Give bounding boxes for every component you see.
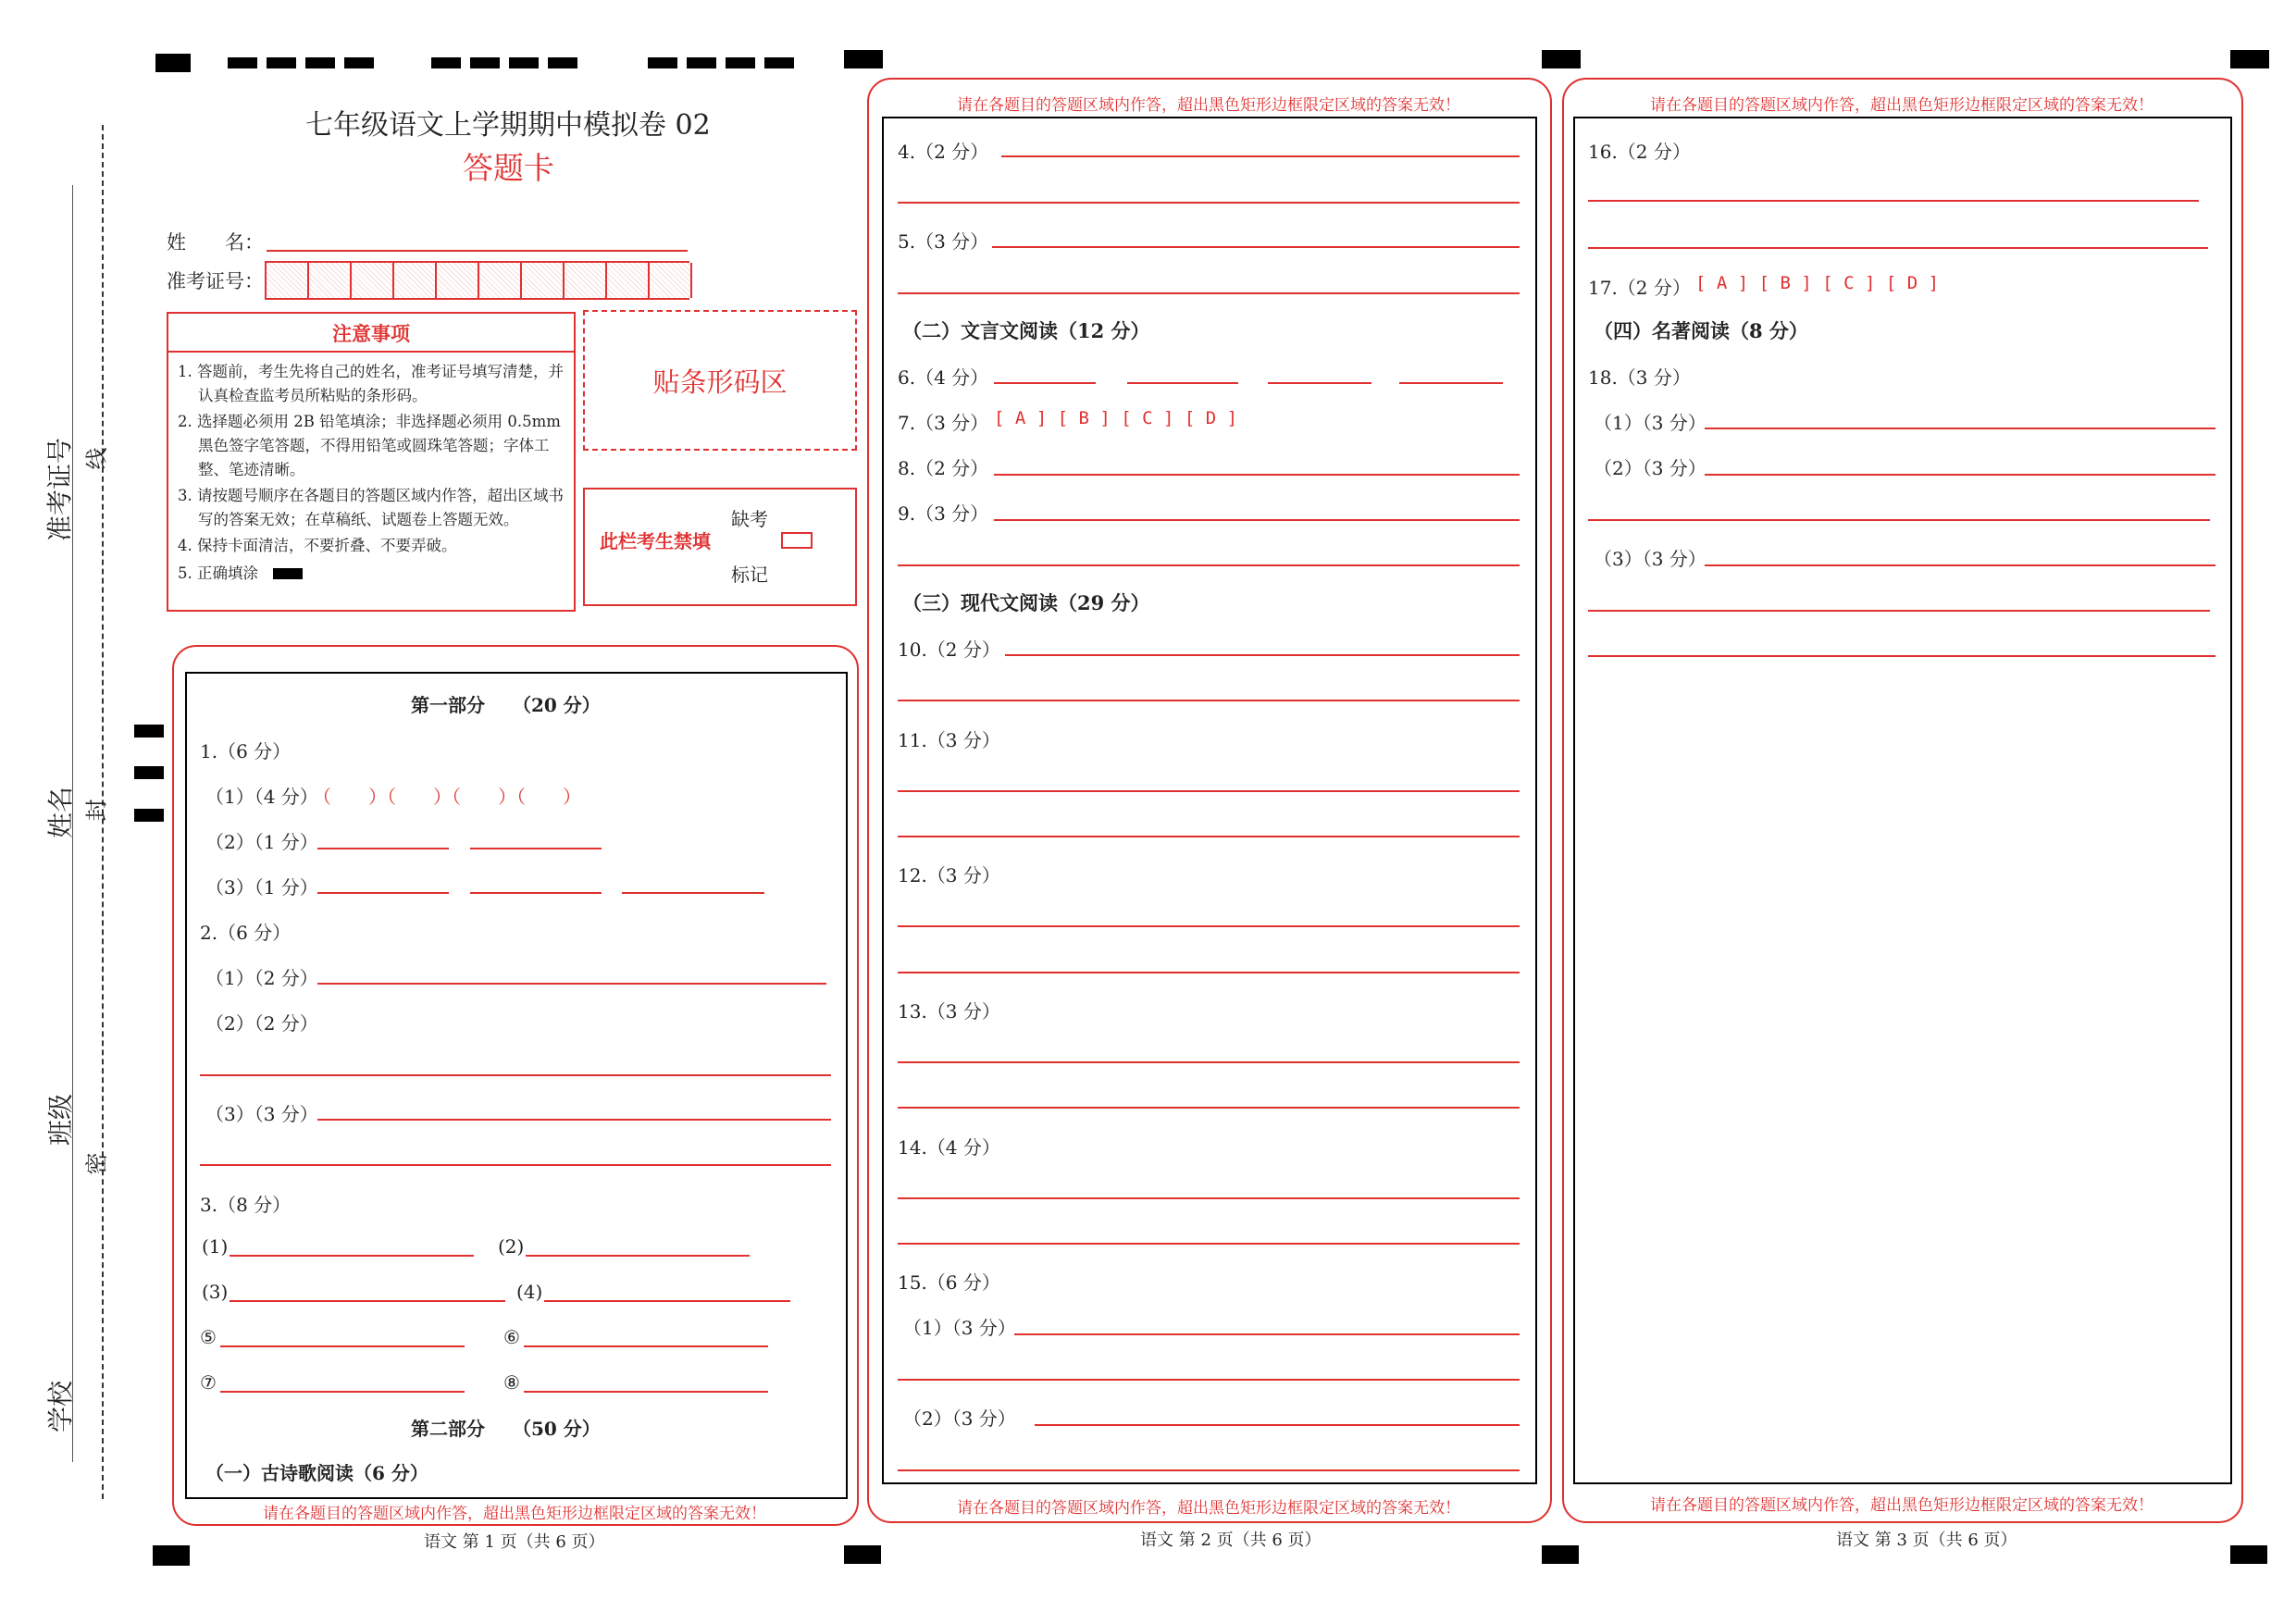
alignment-mark (2230, 1545, 2267, 1564)
id-cell[interactable] (267, 263, 309, 298)
page-footer: 语文 第 2 页（共 6 页） (1140, 1531, 1322, 1550)
alignment-mark (764, 57, 794, 68)
alignment-mark (548, 57, 577, 68)
answer-line[interactable] (1005, 654, 1520, 656)
answer-line[interactable] (1588, 200, 2199, 202)
alignment-mark (134, 725, 164, 738)
q1-1-blanks[interactable]: （ ）（ ）（ ）（ ） (313, 786, 581, 808)
student-id-label: 准考证号： (167, 270, 264, 292)
part1-heading: 第一部分 （20 分） (411, 694, 601, 716)
binding-seal-label: 封 (83, 799, 110, 822)
answer-line[interactable] (898, 1243, 1520, 1245)
answer-line[interactable] (994, 382, 1096, 384)
warning-text: 请在各题目的答题区域内作答，超出黑色矩形边框限定区域的答案无效！ (957, 1499, 1460, 1518)
q3-item: ⑤ (200, 1326, 217, 1348)
absent-top-label: 缺考 (731, 508, 768, 530)
answer-line[interactable] (898, 1107, 1520, 1109)
alignment-mark (470, 57, 500, 68)
q15-2-label: （2）（3 分） (903, 1407, 1016, 1430)
alignment-mark (1542, 50, 1581, 68)
q18-1-label: （1）（3 分） (1594, 412, 1706, 434)
q10-label: 10.（2 分） (898, 638, 1000, 661)
binding-name: 姓名 (45, 787, 76, 839)
answer-line[interactable] (526, 1255, 750, 1257)
page-footer: 语文 第 3 页（共 6 页） (1836, 1531, 2017, 1550)
answer-line[interactable] (898, 790, 1520, 792)
alignment-mark (648, 57, 677, 68)
notice-item: 4. 保持卡面清洁，不要折叠、不要弄破。 (178, 537, 457, 554)
answer-line[interactable] (317, 983, 826, 985)
answer-line[interactable] (898, 202, 1520, 204)
answer-line[interactable] (898, 292, 1520, 294)
answer-line[interactable] (220, 1391, 465, 1393)
notice-box (167, 312, 576, 612)
q7-choice-options[interactable]: [ A ] [ B ] [ C ] [ D ] (994, 408, 1238, 428)
q3-item: ⑦ (200, 1371, 217, 1394)
answer-line[interactable] (317, 848, 449, 849)
q1-1-label: （1）（4 分） (205, 786, 318, 808)
answer-line[interactable] (898, 1379, 1520, 1381)
answer-line[interactable] (1588, 610, 2210, 612)
answer-line[interactable] (470, 848, 602, 849)
answer-line[interactable] (1014, 1333, 1520, 1335)
warning-text: 请在各题目的答题区域内作答，超出黑色矩形边框限定区域的答案无效！ (1650, 96, 2153, 115)
warning-text: 请在各题目的答题区域内作答，超出黑色矩形边框限定区域的答案无效！ (263, 1505, 766, 1523)
alignment-mark (844, 1545, 881, 1564)
answer-line[interactable] (1705, 428, 2215, 429)
alignment-mark (844, 50, 883, 68)
forbid-label: 此栏考生禁填 (600, 530, 711, 552)
answer-line[interactable] (1588, 519, 2210, 521)
id-cell[interactable] (437, 263, 479, 298)
answer-line[interactable] (622, 892, 764, 894)
q9-label: 9.（3 分） (898, 502, 989, 525)
answer-line[interactable] (1588, 247, 2208, 249)
notice-title: 注意事项 (168, 314, 574, 353)
alignment-mark (267, 57, 296, 68)
q3-item: ⑧ (503, 1371, 520, 1394)
answer-line[interactable] (898, 700, 1520, 701)
q3-item: (2) (498, 1235, 525, 1258)
alignment-mark (305, 57, 335, 68)
answer-line[interactable] (1127, 382, 1238, 384)
answer-line[interactable] (524, 1391, 768, 1393)
alignment-mark (726, 57, 755, 68)
q15-1-label: （1）（3 分） (903, 1317, 1016, 1339)
notice-item: 1. 答题前，考生先将自己的姓名，准考证号填写清楚，并认真检查监考员所粘贴的条形码。 (178, 363, 564, 404)
answer-line[interactable] (1705, 564, 2215, 566)
answer-sheet-subtitle: 答题卡 (463, 150, 554, 186)
id-cell[interactable] (479, 263, 522, 298)
absent-box (583, 488, 857, 606)
q3-label: 3.（8 分） (200, 1194, 292, 1216)
barcode-area (583, 310, 857, 451)
q1-label: 1.（6 分） (200, 740, 292, 762)
answer-line[interactable] (898, 836, 1520, 837)
q3-item: (1) (202, 1235, 229, 1258)
alignment-mark (155, 54, 191, 72)
q3-item: (3) (202, 1281, 229, 1303)
alignment-mark (2230, 50, 2269, 68)
absent-checkbox[interactable] (781, 532, 813, 549)
answer-line[interactable] (898, 564, 1520, 566)
section1-heading: （一）古诗歌阅读（6 分） (205, 1462, 428, 1484)
id-cell[interactable] (309, 263, 352, 298)
answer-line[interactable] (230, 1300, 505, 1302)
binding-student-id: 准考证号 (44, 437, 75, 541)
name-field[interactable] (267, 250, 688, 252)
id-cell[interactable] (650, 263, 692, 298)
alignment-mark (344, 57, 374, 68)
section2-heading: （二）文言文阅读（12 分） (902, 319, 1150, 342)
answer-line[interactable] (1001, 155, 1520, 157)
q12-label: 12.（3 分） (898, 864, 1000, 886)
answer-line[interactable] (544, 1300, 790, 1302)
alignment-mark (134, 809, 164, 822)
answer-line[interactable] (230, 1255, 474, 1257)
answer-line[interactable] (200, 1164, 831, 1166)
alignment-mark (134, 766, 164, 779)
notice-item: 3. 请按题号顺序在各题目的答题区域内作答，超出区域书写的答案无效；在草稿纸、试题卷上答题无效。 (178, 487, 564, 528)
q5-label: 5.（3 分） (898, 230, 989, 253)
q2-2-label: （2）（2 分） (205, 1012, 318, 1035)
answer-line[interactable] (317, 892, 449, 894)
q18-3-label: （3）（3 分） (1594, 548, 1706, 570)
alignment-mark (1542, 1545, 1579, 1564)
id-cell[interactable] (565, 263, 607, 298)
section3-heading: （三）现代文阅读（29 分） (902, 591, 1150, 614)
q18-2-label: （2）（3 分） (1594, 457, 1706, 479)
alignment-mark (509, 57, 539, 68)
id-cell[interactable] (394, 263, 437, 298)
q16-label: 16.（2 分） (1588, 141, 1691, 163)
q3-item: (4) (516, 1281, 543, 1303)
q15-label: 15.（6 分） (898, 1271, 1000, 1294)
binding-line-label: 线 (83, 447, 110, 470)
answer-line[interactable] (1588, 655, 2215, 657)
q18-label: 18.（3 分） (1588, 366, 1691, 389)
alignment-mark (228, 57, 257, 68)
section4-heading: （四）名著阅读（8 分） (1594, 319, 1808, 342)
q6-label: 6.（4 分） (898, 366, 989, 389)
answer-line[interactable] (1705, 474, 2215, 476)
q2-1-label: （1）（2 分） (205, 967, 318, 989)
binding-school: 学校 (45, 1381, 76, 1433)
answer-line[interactable] (524, 1345, 768, 1347)
q4-label: 4.（2 分） (898, 141, 989, 163)
answer-line[interactable] (200, 1074, 831, 1076)
name-label: 姓 名： (167, 231, 264, 254)
answer-line[interactable] (994, 474, 1520, 476)
answer-line[interactable] (220, 1345, 465, 1347)
q3-item: ⑥ (503, 1326, 520, 1348)
part2-heading: 第二部分 （50 分） (411, 1418, 601, 1440)
student-id-grid[interactable] (265, 261, 689, 300)
answer-line[interactable] (470, 892, 602, 894)
page-footer: 语文 第 1 页（共 6 页） (424, 1532, 605, 1552)
warning-text: 请在各题目的答题区域内作答，超出黑色矩形边框限定区域的答案无效！ (957, 96, 1460, 115)
id-cell[interactable] (352, 263, 394, 298)
barcode-label: 贴条形码区 (652, 366, 788, 398)
binding-class: 班级 (45, 1094, 76, 1147)
page-title: 七年级语文上学期期中模拟卷 02 (305, 109, 711, 142)
answer-line[interactable] (994, 519, 1520, 521)
q13-label: 13.（3 分） (898, 1000, 1000, 1023)
answer-line[interactable] (992, 246, 1520, 248)
q11-label: 11.（3 分） (898, 729, 1000, 751)
answer-line[interactable] (898, 1469, 1520, 1471)
warning-text: 请在各题目的答题区域内作答，超出黑色矩形边框限定区域的答案无效！ (1650, 1496, 2153, 1515)
q2-label: 2.（6 分） (200, 922, 292, 944)
q8-label: 8.（2 分） (898, 457, 989, 479)
alignment-mark (153, 1545, 190, 1566)
answer-line[interactable] (898, 925, 1520, 927)
binding-secret-label: 密 (83, 1152, 110, 1175)
answer-line[interactable] (317, 1119, 831, 1121)
answer-line[interactable] (898, 1197, 1520, 1199)
q14-label: 14.（4 分） (898, 1136, 1000, 1159)
notice-item: 2. 选择题必须用 2B 铅笔填涂；非选择题必须用 0.5mm 黑色签字笔答题，不得用铅笔或圆珠笔答题；字体工整、笔迹清晰。 (178, 413, 561, 478)
answer-line[interactable] (1399, 382, 1503, 384)
notice-item: 5. 正确填涂 (178, 564, 258, 582)
q1-2-label: （2）（1 分） (205, 831, 318, 853)
alignment-mark (687, 57, 716, 68)
q7-label: 7.（3 分） (898, 412, 989, 434)
q17-choice-options[interactable]: [ A ] [ B ] [ C ] [ D ] (1695, 273, 1940, 293)
answer-line[interactable] (898, 1061, 1520, 1063)
absent-bottom-label: 标记 (731, 564, 768, 586)
q2-3-label: （3）（3 分） (205, 1103, 318, 1125)
filled-example-mark (273, 568, 303, 579)
answer-line[interactable] (1268, 382, 1371, 384)
q1-3-label: （3）（1 分） (205, 876, 318, 899)
alignment-mark (431, 57, 461, 68)
answer-line[interactable] (898, 972, 1520, 973)
q17-label: 17.（2 分） (1588, 277, 1691, 299)
id-cell[interactable] (522, 263, 565, 298)
id-cell[interactable] (607, 263, 650, 298)
answer-line[interactable] (1035, 1424, 1520, 1426)
